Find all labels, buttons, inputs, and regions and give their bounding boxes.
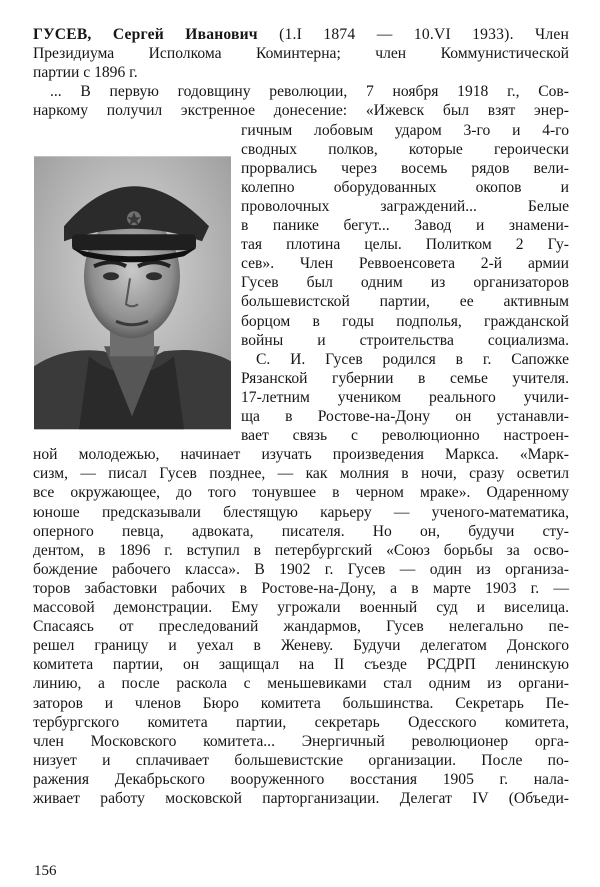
text-line: Гусев был одним из организаторов (241, 274, 569, 292)
text-line: бождение рабочего класса». В 1902 г. Гусев — один из организа- (33, 560, 569, 578)
text-line: сев». Член Реввоенсовета 2-й армии (241, 255, 569, 273)
header-line-2: Президиума Исполкома Коминтерна; член Коммунистической (33, 45, 569, 63)
text-line: оперного певца, адвоката, писателя. Но он, будучи сту- (33, 522, 569, 540)
text-line: член Московского комитета... Энергичный революционер орга- (33, 732, 569, 750)
text-line: тая плотина целы. Политком 2 Гу- (241, 236, 569, 254)
text-line: вает связь с революционно настроен- (241, 427, 569, 445)
text-line: борцом в годы подполья, гражданской (241, 312, 569, 330)
text-line: живает работу московской парторганизации. Делегат IV (Объеди- (33, 790, 569, 807)
text-line: решел границу и уехал в Женеву. Будучи делегатом Донского (33, 637, 569, 655)
text-line: наркому получил экстренное донесение: «Ижевск был взят энер- (33, 102, 569, 120)
text-line: 17-летним учеником реального учили- (241, 388, 569, 406)
text-line: колепно оборудованных окопов и (241, 178, 569, 196)
text-line: тербургского комитета партии, секретарь Одесского комитета, (33, 713, 569, 731)
text-line: в панике бегут... Завод и знамени- (241, 217, 569, 234)
text-line: дентом, в 1896 г. вступил в петербургский «Союз борьбы за осво- (33, 541, 569, 559)
text-line: сводных полков, которые героически (241, 140, 569, 158)
text-line: низует и сплачивает большевистские организации. После по- (33, 751, 569, 769)
text-line: юноше предсказывали блестящую карьеру — ученого-математика, (33, 503, 569, 521)
text-line: войны и строительства социализма. (241, 331, 569, 349)
text-line: массовой демонстрации. Ему угрожали военный суд и виселица. (33, 599, 569, 616)
text-line: гичным лобовым ударом 3-го и 4-го (241, 121, 569, 139)
text-line: Спасаясь от преследований жандармов, Гусев нелегально пе- (33, 618, 569, 636)
heading-line (33, 25, 569, 44)
life-dates: (1.I 1874 — 10.VI 1933). Член (279, 26, 570, 43)
text-line: торов забастовки рабочих в Ростове-на-Дону, а в марте 1903 г. — (33, 579, 569, 597)
text-line: заторов и членов Бюро комитета большинства. Секретарь Пе- (33, 694, 569, 712)
text-line: ща в Ростове-на-Дону он устанавли- (241, 408, 569, 425)
text-line: ражения Декабрьского вооруженного восстания 1905 г. нала- (33, 770, 569, 788)
text-line: линию, а после раскола с меньшевиками стал одним из органи- (33, 675, 569, 693)
header-line-3: партии с 1896 г. (33, 64, 138, 82)
text-line: сизм, — писал Гусев позднее, — как молния в ночи, сразу осветил (33, 465, 569, 483)
text-line: комитета партии, он защищал на II съезде РСДРП ленинскую (33, 656, 569, 674)
text-line: прорвались через восемь рядов вели- (241, 159, 569, 177)
page-number: 156 (34, 863, 57, 879)
portrait-photo (34, 142, 231, 444)
text-line: Рязанской губернии в семье учителя. (241, 369, 569, 387)
text-line: ... В первую годовщину революции, 7 ноября 1918 г., Сов- (50, 83, 569, 101)
text-line: большевистской партии, ее активным (241, 293, 569, 311)
text-line: проволочных заграждений... Белые (241, 197, 569, 215)
text-line: все окружающее, до того тонувшее в черном мраке». Одаренному (33, 484, 569, 502)
text-line: С. И. Гусев родился в г. Сапожке (256, 350, 569, 368)
person-name: ГУСЕВ, Сергей Иванович (33, 26, 258, 43)
text-line: ной молодежью, начинает изучать произведения Маркса. «Марк- (33, 446, 569, 464)
